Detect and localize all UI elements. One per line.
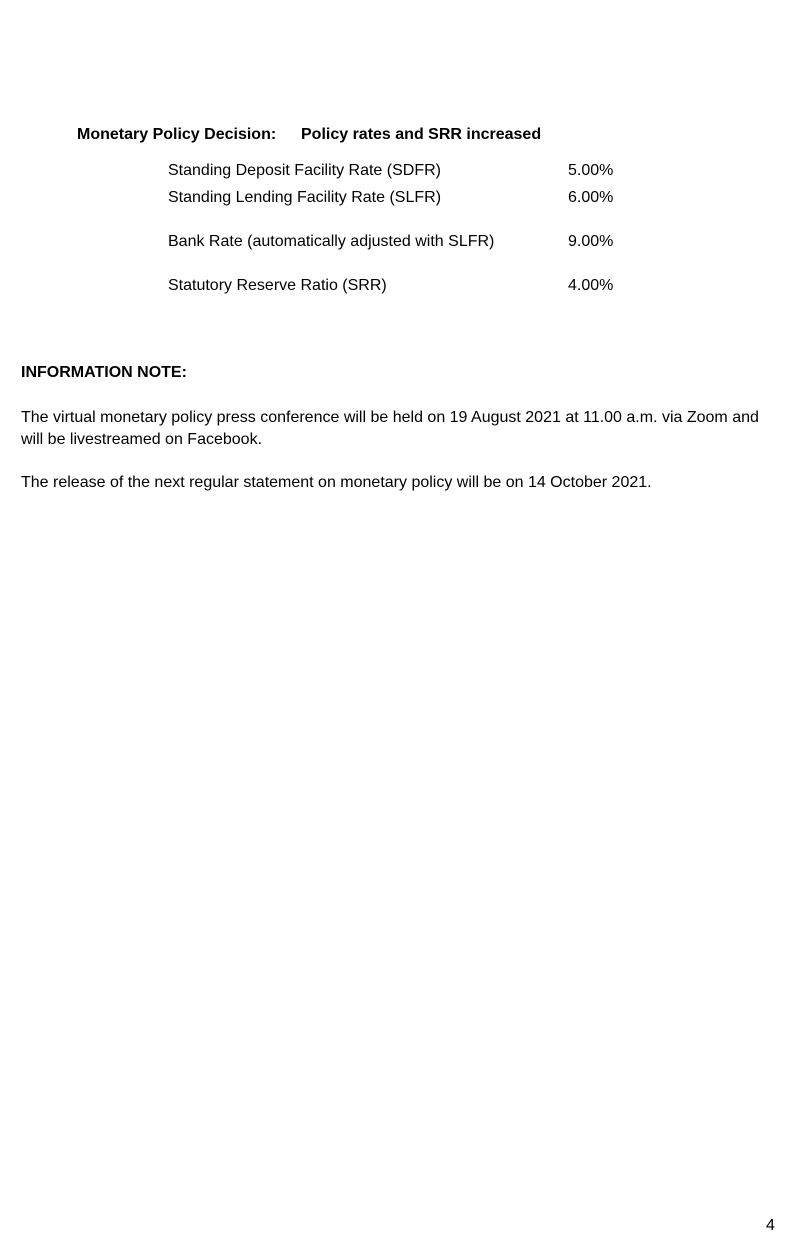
rate-value: 6.00% — [568, 189, 614, 206]
information-note-heading: INFORMATION NOTE: — [21, 364, 187, 381]
next-statement-paragraph: The release of the next regular statement on monetary policy will be on 14 October 2021. — [21, 474, 652, 491]
press-conference-paragraph: The virtual monetary policy press conference will be held on 19 August 2021 at 11.00 a.m. via Zoom and will be livestreamed on Facebook. — [21, 409, 759, 448]
decision-label: Monetary Policy Decision: — [77, 126, 277, 143]
rate-value: 9.00% — [568, 233, 614, 250]
monetary-policy-decision — [77, 126, 541, 144]
rate-name: Statutory Reserve Ratio (SRR) — [168, 277, 387, 294]
page-number: 4 — [766, 1217, 775, 1234]
rate-value: 4.00% — [568, 277, 614, 294]
rate-name: Standing Deposit Facility Rate (SDFR) — [168, 162, 441, 179]
decision-value: Policy rates and SRR increased — [301, 126, 542, 143]
rate-value: 5.00% — [568, 162, 614, 179]
rate-name: Standing Lending Facility Rate (SLFR) — [168, 189, 442, 206]
rate-name: Bank Rate (automatically adjusted with SLFR) — [168, 233, 495, 250]
